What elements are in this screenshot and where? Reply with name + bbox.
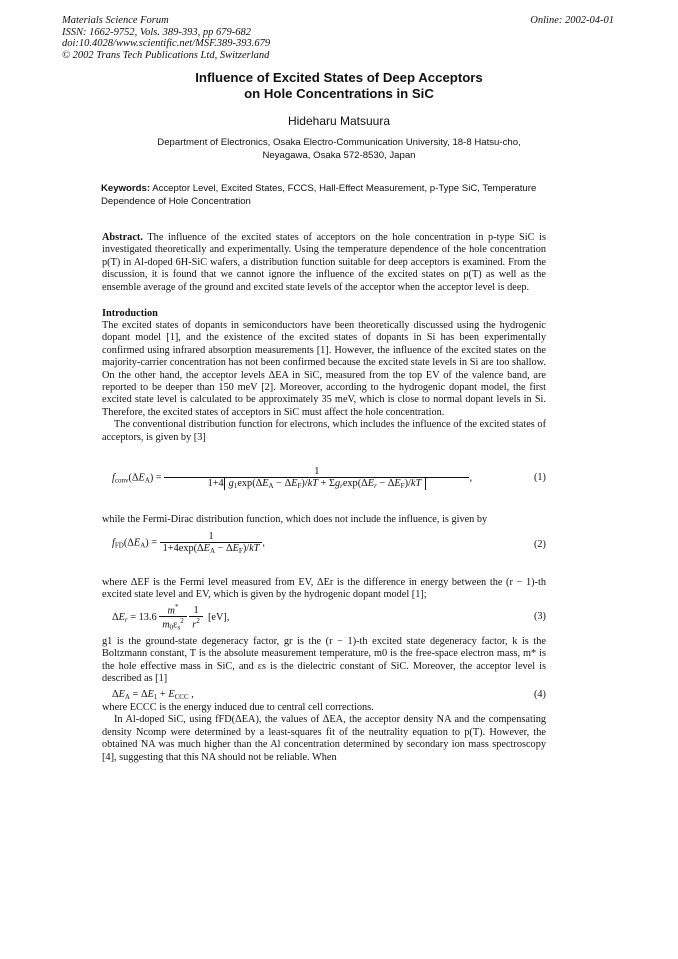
equation-1-number: (1)	[533, 472, 546, 483]
equation-1-body: $f_{conv}(\Delta E_A)$ = $\frac{1}{1+4 g_1\exp(\Delta E_A - \Delta E_F)/kT + \Sigma g_r\exp(\Delta E_r - \Delta E_F)/kT}$ ,	[112, 466, 473, 490]
equation-3-body: $\Delta E_r = 13.6$ $\frac{m^*}{m_0\varepsilon_s^2}$ $\frac{1}{r^2}$ [eV],	[112, 603, 230, 632]
title-line-1: Influence of Excited States of Deep Acceptors	[195, 70, 483, 85]
eccc-definition: where ECCC is the energy induced due to central cell corrections.	[102, 702, 374, 713]
equation-3-number: (3)	[533, 611, 546, 622]
paper-title	[60, 70, 618, 102]
online-date: Online: 2002-04-01	[530, 15, 614, 26]
equation-2	[102, 531, 546, 571]
equation-3	[102, 603, 546, 633]
keywords-label: Keywords:	[101, 183, 151, 194]
text-after-eq3: g1 is the ground-state degeneracy factor, gr is the (r − 1)-th excited state degeneracy factor, k is the Boltzmann constant, T is the absolute measurement temperature, m0 is the free-space electron mass, m* is the hole effective mass in SiC, and εs is the dielectric constant of SiC. Moreover, the acceptor level is described as [1]	[102, 636, 546, 685]
abstract-label: Abstract.	[102, 232, 143, 243]
author-name: Hideharu Matsuura	[287, 114, 391, 128]
doi-line: doi:10.4028/www.scientific.net/MSF.389-393.679	[62, 38, 271, 49]
title-line-2: on Hole Concentrations in SiC	[244, 86, 434, 101]
abstract-text: The influence of the excited states of acceptors on the hole concentration in p-type SiC is investigated theoretically and experimentally. Using the temperature dependence of the hole concentration p(T) in Al-doped 6H-SiC wafers, a distribution function suitable for deep acceptors is examined. From the discussion, it is found that we cannot ignore the influence of the excited states on p(T) as well as the ensemble average of the ground and excited state levels of the acceptor when the acceptor level is deep.	[102, 232, 546, 293]
equation-2-body: $f_{FD}(\Delta E_A)$ = $\frac{1}{1+4\exp(\Delta E_A - \Delta E_F)/kT}$ ,	[112, 531, 265, 555]
intro-paragraph-2: The conventional distribution function for electrons, which includes the influence of the excited states of acceptors, is given by [3]	[102, 419, 546, 443]
last-paragraph: In Al-doped SiC, using fFD(ΔEA), the values of ΔEA, the acceptor density NA and the compensating density Ncomp were determined by a least-squares fit of the neutrality equation to p(T). However, the obtained NA was much higher than the Al concentration determined by secondary ion mass spectroscopy [4], suggesting that this NA should not be reliable. When	[102, 714, 546, 763]
equation-2-number: (2)	[533, 539, 546, 550]
text-after-eq4	[102, 702, 546, 764]
equation-4	[102, 689, 546, 702]
section-heading-introduction: Introduction	[102, 308, 158, 319]
intro-paragraph-1: The excited states of dopants in semiconductors have been theoretically discussed using the hydrogenic dopant model [1], and the existence of the excited states of dopants in Si has been experimentally confirmed using infrared absorption measurements [1]. However, the influence of the excited states on the majority-carrier concentration has not been confirmed because the excited state levels in Si are too shallow. On the other hand, the acceptor levels ΔEA in SiC, measured from the top EV of the valence band, are reported to be deeper than 150 meV [2]. Moreover, according to the hydrogenic dopant model, the first excited state level is calculated to be approximately 35 meV, which is close to normal dopant levels in Si. Therefore, the excited states of acceptors in SiC must affect the hole concentration.	[102, 320, 546, 418]
journal-name: Materials Science Forum	[62, 15, 169, 26]
affiliation	[60, 137, 618, 162]
equation-4-number: (4)	[533, 689, 546, 700]
equation-4-body: $\Delta E_A = \Delta E_1 + E_{CCC}$ ,	[112, 689, 194, 701]
abstract	[102, 232, 546, 294]
affiliation-line-2: Neyagawa, Osaka 572-8530, Japan	[262, 149, 416, 161]
equation-1	[102, 466, 546, 512]
text-after-eq2: where ΔEF is the Fermi level measured from EV, ΔEr is the difference in energy between the (r − 1)-th excited state level and EV, which is given by the hydrogenic dopant model [1];	[102, 577, 546, 601]
eq2-intro-text: while the Fermi-Dirac distribution function, which does not include the influence, is given by	[102, 514, 488, 525]
affiliation-line-1: Department of Electronics, Osaka Electro-Communication University, 18-8 Hatsu-cho,	[157, 137, 521, 148]
keywords	[101, 183, 581, 208]
issn-line: ISSN: 1662-9752, Vols. 389-393, pp 679-682	[62, 26, 251, 38]
introduction-body	[102, 320, 546, 444]
copyright-line: © 2002 Trans Tech Publications Ltd, Switzerland	[62, 49, 270, 61]
journal-header	[62, 15, 270, 61]
keywords-text: Acceptor Level, Excited States, FCCS, Hall-Effect Measurement, p-Type SiC, Temperature Dependence of Hole Concentration	[101, 183, 537, 207]
